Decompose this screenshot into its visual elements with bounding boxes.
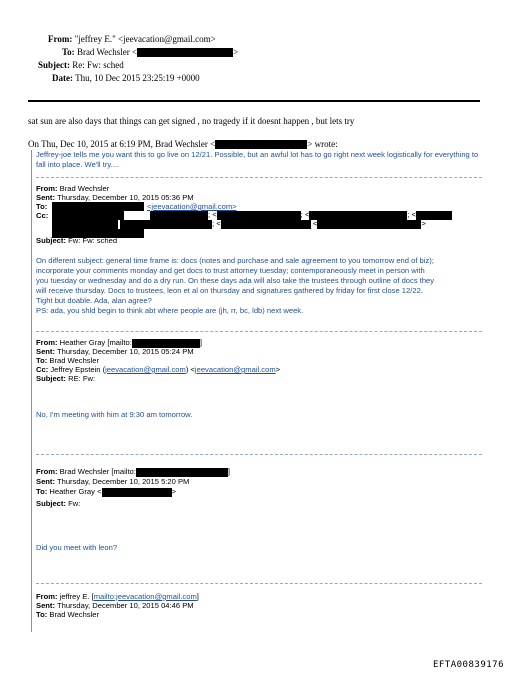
cc-link[interactable]: jeevacation@gmail.com	[105, 365, 186, 374]
body-line: Tight but doable. Ada, alan agree?	[36, 296, 152, 305]
date-row	[52, 73, 200, 83]
header-divider	[28, 100, 480, 102]
value: Thursday, December 10, 2015 04:46 PM	[56, 601, 194, 610]
label: Subject:	[36, 499, 66, 508]
value: Brad Wechsler	[49, 356, 100, 365]
quote-intro-end: > wrote:	[307, 139, 338, 149]
to-value: Brad Wechsler <	[76, 47, 138, 57]
label: From:	[36, 184, 58, 193]
email3-from	[36, 467, 230, 477]
separator	[36, 331, 482, 332]
cc-mid: ) <	[185, 365, 195, 374]
body-line: PS: ada, you shld begin to think abt where people are (jh, rr, bc, ldb) next week.	[36, 306, 304, 315]
label: From:	[36, 338, 58, 347]
separator	[36, 177, 482, 178]
from-end: ]	[196, 592, 199, 601]
quote-intro-text: On Thu, Dec 10, 2015 at 6:19 PM, Brad Wechsler <	[28, 139, 216, 149]
label: From:	[36, 467, 58, 476]
email3-to	[36, 487, 176, 497]
to-end: >	[171, 487, 176, 496]
redaction-block	[102, 488, 172, 497]
to-row	[62, 47, 238, 57]
email4-to	[36, 610, 99, 620]
from-row	[48, 34, 216, 44]
redaction-group: ; < < >	[52, 219, 426, 229]
redaction-block	[215, 140, 307, 149]
document-id: EFTA00839176	[432, 660, 504, 670]
value: Thursday, December 10, 2015 05:36 PM	[56, 193, 194, 202]
label: Cc:	[36, 211, 49, 220]
body-line: incorporate your comments monday and get docs to trust attorney tuesday; contemporaneously meet in person with	[36, 266, 425, 275]
from-value: "jeffrey E." <jeevacation@gmail.com>	[74, 34, 216, 44]
body-line: On different subject: general time frame is: docs (notes and purchase and sale agreement to you tomorrow end of biz);	[36, 256, 434, 265]
redaction-block	[137, 48, 233, 57]
redaction-group: ; < ; < ; <	[150, 210, 452, 220]
from-label: From:	[48, 34, 73, 44]
quote-body: Jeffrey-joe tells me you want this to go live on 12/21. Possible, but an awful lot has to go right next week logistically for everything to fall into place. We'll try....	[36, 150, 479, 169]
redaction-block	[317, 220, 421, 229]
body-line: will receive thursday. Docs to trustees, leon et al on thursday and signatures gathered by friday for first close 12/22.	[36, 286, 423, 295]
label: Sent:	[36, 193, 55, 202]
value: jeffrey E. [	[59, 592, 94, 601]
label: Sent:	[36, 477, 55, 486]
subject-label: Subject:	[38, 60, 70, 70]
email1-to-email[interactable]: <jeevacation@gmail.com>	[147, 202, 237, 211]
email1-subject	[36, 236, 117, 246]
value: Brad Wechsler [mailto:	[59, 467, 136, 476]
value: Jeffrey Epstein (	[50, 365, 106, 374]
redaction-block	[136, 467, 231, 477]
value: Thursday, December 10, 2015 5:20 PM	[56, 477, 190, 486]
email2-body: No, I'm meeting with him at 9:30 am tomorrow.	[36, 410, 193, 419]
separator	[36, 454, 482, 455]
label: Subject:	[36, 236, 66, 245]
subject-value: Re: Fw: sched	[72, 60, 124, 70]
label: From:	[36, 592, 58, 601]
redaction-block	[221, 220, 311, 229]
email3-sent	[36, 477, 189, 487]
email2-subject	[36, 374, 95, 384]
mailto-link[interactable]: mailto:jeevacation@gmail.com	[93, 592, 197, 601]
date-value: Thu, 10 Dec 2015 23:25:19 +0000	[75, 73, 200, 83]
reply-body: sat sun are also days that things can get signed , no tragedy if it doesnt happen , but lets try	[28, 116, 355, 126]
label: To:	[36, 610, 48, 619]
separator	[36, 583, 482, 584]
value: Brad Wechsler	[49, 610, 100, 619]
value: RE: Fw:	[68, 374, 96, 383]
subject-row	[38, 60, 124, 70]
from-end: ]	[199, 338, 202, 347]
to-label: To:	[62, 47, 75, 57]
to-end: >	[233, 47, 239, 57]
label: To:	[36, 356, 48, 365]
label: Subject:	[36, 374, 66, 383]
body-line: you tuesday or wednesday and do a dry run. On these days ada will also take the trustees through outline of docs they	[36, 276, 435, 285]
value: Thursday, December 10, 2015 05:24 PM	[56, 347, 194, 356]
label: Sent:	[36, 347, 55, 356]
cc-end: >	[275, 365, 281, 374]
value: Brad Wechsler	[59, 184, 110, 193]
email1-cc	[36, 211, 48, 221]
label: Cc:	[36, 365, 49, 374]
email3-body: Did you meet with leon?	[36, 543, 118, 552]
quote-bar	[31, 150, 32, 632]
value: Fw: Fw: sched	[68, 236, 118, 245]
quote-intro	[28, 139, 338, 149]
value: Heather Gray [mailto:	[59, 338, 132, 347]
label: To:	[36, 487, 48, 496]
value: Heather Gray <	[49, 487, 102, 496]
cc-link[interactable]: jeevacation@gmail.com	[194, 365, 276, 374]
from-end: ]	[227, 467, 231, 476]
value: Fw:	[68, 499, 81, 508]
email3-subject	[36, 499, 80, 509]
label: Sent:	[36, 601, 55, 610]
label: To:	[36, 202, 48, 211]
date-label: Date:	[52, 73, 73, 83]
